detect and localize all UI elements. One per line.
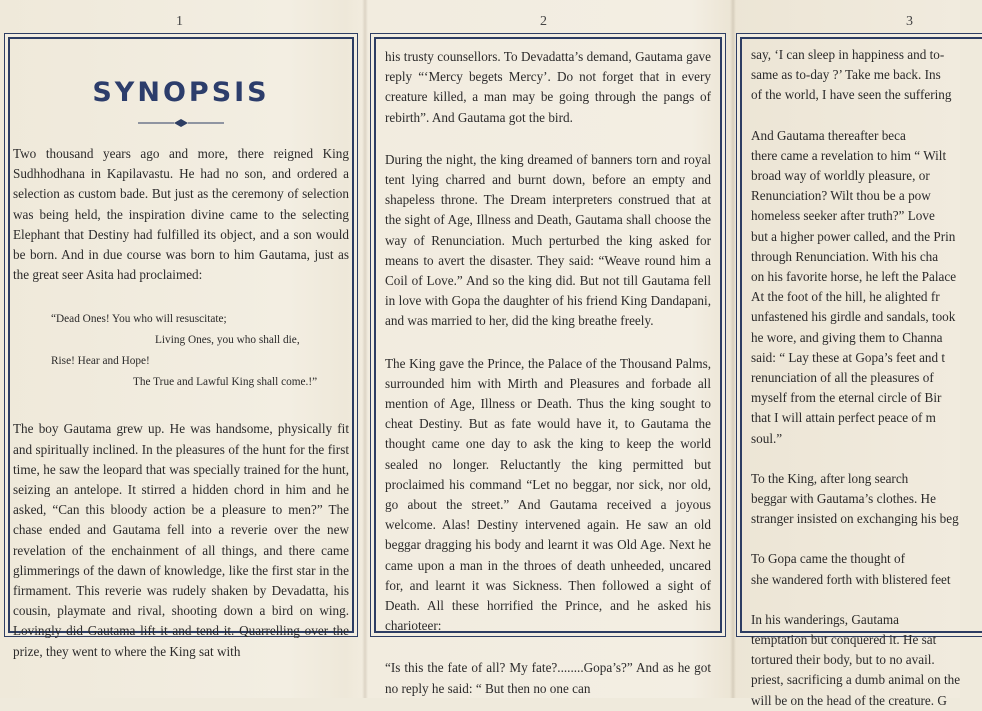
text-line: To the King, after long search (751, 470, 909, 486)
paragraph-palace: The King gave the Prince, the Palace of the Thousand Palms, surrounded him with Mirth and Pleasures and forbade all mention of Age, Illness or Death. Thus the king sought to cheat Destiny. But as fate would have it, to Gautama the thought came one day to ask the king to keep the world sealed no longer. Reluctantly the king permitted but proclaimed his command “Let no beggar, nor sick, nor old, go about the street.” And Gautama received a joyous welcome. Alas! Destiny intervened again. He saw an old beggar dragging his body and learnt it was Old Age. Next he came upon a man in the throes of death unheeded, uncared for, and learnt it was Sickness. Then followed a sight of Death. All these horrified the Prince, and he asked his charioteer: (385, 355, 711, 634)
verse-line: Living Ones, you who shall die, (155, 334, 300, 347)
text-line: stranger insisted on exchanging his beg (751, 511, 959, 527)
text-line: through Renunciation. With his cha (751, 248, 939, 264)
text-line: that I will attain perfect peace of m (751, 410, 936, 426)
text-line: same as to-day ?’ Take me back. Ins (751, 67, 941, 83)
paragraph-birth: Two thousand years ago and more, there reigned King Sudhhodhana in Kapilavastu. He had no son, and ordered a selection as custom bade. But just as the ceremony of selection was being held, the inspiration divine came to the selecting Elephant that Destiny had fulfilled its object, and a son would be born. And in due course was born to him Gautama, just as the great seer Asita had proclaimed: (13, 146, 349, 283)
ornament-divider (136, 118, 226, 128)
text-line: homeless seeker after truth?” Love (751, 208, 935, 224)
text-line: beggar with Gautama’s clothes. He (751, 491, 936, 507)
page-number-2: 2 (540, 14, 547, 29)
text-line: soul.” (751, 430, 783, 446)
text-line: priest, sacrificing a dumb animal on the (751, 672, 961, 688)
text-line: say, ‘I can sleep in happiness and to- (751, 47, 945, 62)
text-line: but a higher power called, and the Prin (751, 228, 956, 244)
panel-3-text (742, 39, 982, 711)
text-line: unfastened his girdle and sandals, took (751, 309, 956, 325)
text-line: he wore, and giving them to Channa (751, 329, 943, 345)
fold-crease (730, 0, 736, 698)
text-line: To Gopa came the thought of (751, 551, 905, 567)
text-line: of the world, I have seen the suffering (751, 87, 952, 103)
paragraph-dream: During the night, the king dreamed of banners torn and royal tent lying charred and burnt down, before an empty and shapeless throne. The Dream interpreters construed that at the sight of Age, Illness and Death, Gautama shall choose the way of Renunciation. Much perturbed the king asked for means to avert the disaster. They said: “Weave round him a Coil of Love.” And so the king did. But not till Gautama fell in love with Gopa the daughter of his friend King Dandapani, and was married to her, did the king breathe freely. (385, 151, 711, 329)
text-line: At the foot of the hill, he alighted fr (751, 289, 940, 305)
text-line: renunciation of all the pleasures of (751, 370, 934, 386)
paragraph-counsellors: his trusty counsellors. To Devadatta’s demand, Gautama gave reply “‘Mercy begets Mercy’. Do not forget that in every creature killed, a man may be going through the pangs of rebirth”. And Gautama got the bird. (385, 49, 711, 125)
text-line: tortured their body, but to no avail. (751, 652, 935, 668)
text-line: Renunciation? Wilt thou be a pow (751, 188, 931, 204)
fold-crease (362, 0, 368, 698)
verse-line: Rise! Hear and Hope! (51, 355, 150, 368)
synopsis-title: SYNOPSIS (92, 77, 270, 108)
text-line: And Gautama thereafter beca (751, 127, 906, 143)
page-panel-3 (740, 37, 982, 708)
paragraph-boyhood: The boy Gautama grew up. He was handsome, physically fit and spiritually inclined. In the pleasures of the hunt for the first time, he saw the leopard that was specially trained for the hunt, seizing an antelope. It stirred a hidden chord in him and he asked, “Can this bloody action be a pleasure to men?” The chase ended and Gautama fell into a reverie over the new revelation of the enchainment of all things, and there came glimmerings of the dawn of knowledge, like the first star in the firmament. This reverie was rudely shaken by Devadatta, his cousin, playmate and rival, shooting down a bird on wing. Lovingly did Gautama lift it and tend it. Quarrelling over the prize, they went to where the King sat with (13, 421, 349, 659)
text-line: will be on the head of the creature. G (751, 692, 947, 708)
text-line: she wandered forth with blistered feet (751, 571, 951, 587)
page-panel-1 (8, 37, 354, 659)
page-number-1: 1 (176, 14, 183, 29)
text-line: said: “ Lay these at Gopa’s feet and t (751, 349, 946, 365)
verse-block (13, 309, 349, 393)
paragraph-fate: “Is this the fate of all? My fate?........Gopa’s?” And as he got no reply he said: “ But then no one can (385, 660, 711, 696)
text-line: on his favorite horse, he left the Palace (751, 269, 957, 285)
page-panel-2 (374, 37, 722, 696)
verse-line: The True and Lawful King shall come.!” (133, 376, 318, 389)
page-number-3: 3 (906, 14, 913, 29)
text-line: myself from the eternal circle of Bir (751, 390, 942, 406)
verse-line: “Dead Ones! You who will resuscitate; (51, 313, 227, 326)
text-line: broad way of worldly pleasure, or (751, 168, 930, 184)
text-line: there came a revelation to him “ Wilt (751, 147, 947, 163)
text-line: In his wanderings, Gautama (751, 611, 899, 627)
text-line: temptation but conquered it. He sat (751, 632, 937, 648)
